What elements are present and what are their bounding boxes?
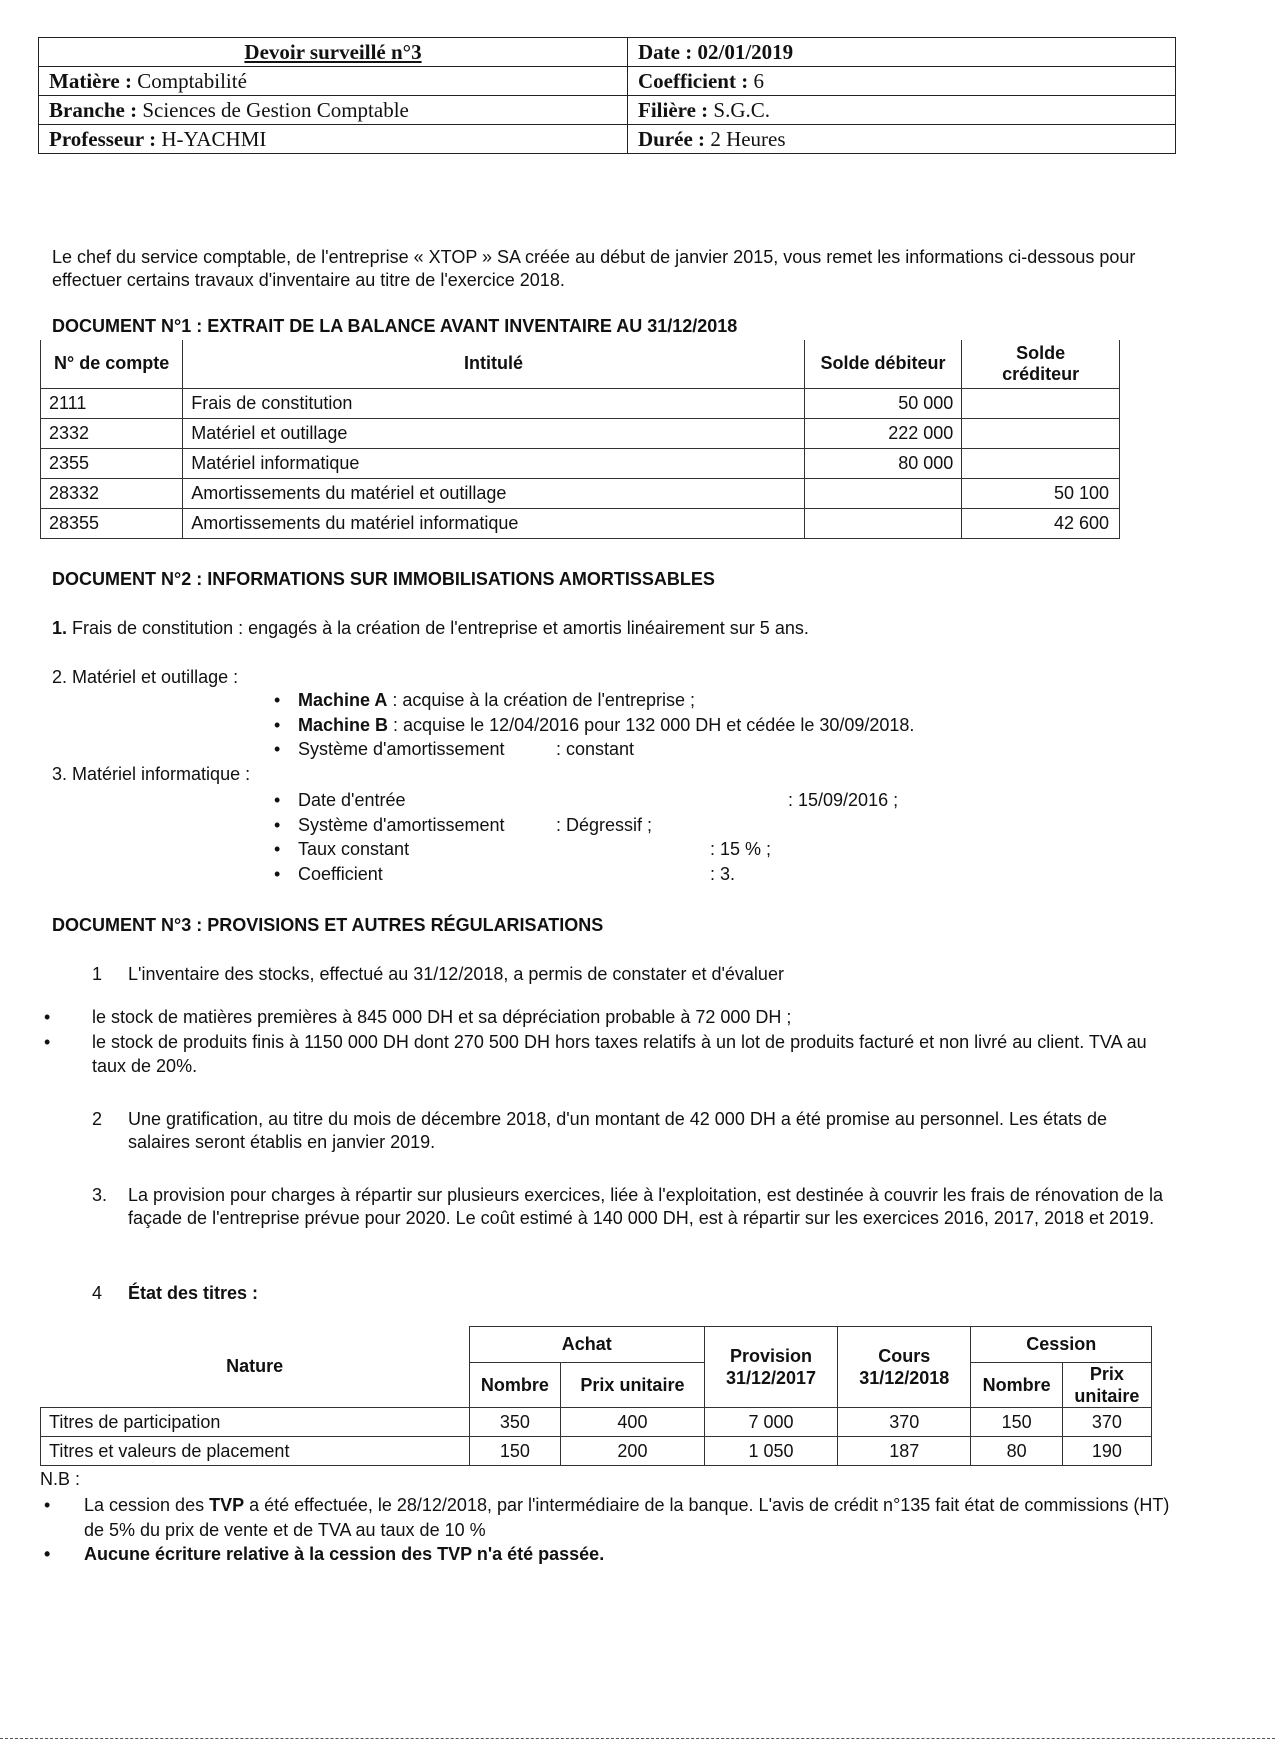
taux-label: Taux constant: [298, 839, 410, 859]
stock-mp-item: • le stock de matières premières à 845 000 DH et sa dépréciation probable à 72 000 DH ;: [40, 1005, 1174, 1030]
titres-row: [41, 1408, 1152, 1437]
balance-cell-intitule: Matériel informatique: [183, 448, 804, 478]
machine-a-label: Machine A: [298, 690, 388, 710]
doc3-p1: [92, 963, 1172, 986]
balance-body: [41, 388, 1120, 538]
exam-matiere: [39, 67, 628, 96]
intro-paragraph: Le chef du service comptable, de l'entreprise « XTOP » SA créée au début de janvier 2015, vous remet les informations ci-dessous pour effectuer certains travaux d'inventaire au titre de l'exercice 2018.: [52, 247, 1136, 290]
professeur-value: H-YACHMI: [161, 127, 267, 151]
machine-a-item: [270, 688, 914, 713]
doc2-item3: 3. Matériel informatique :: [52, 764, 251, 784]
titres-cell-provision: 1 050: [704, 1437, 837, 1466]
titres-cell-achat-nombre: 150: [469, 1437, 560, 1466]
doc3-p3-text: La provision pour charges à répartir sur plusieurs exercices, liée à l'exploitation, est destinée à couvrir les frais de rénovation de la façade de l'entreprise prévue pour 2020. Le coût estimé à 140 000 DH, est à répartir sur les exercices 2016, 2017, 2018 et 2019.: [128, 1185, 1163, 1228]
balance-row: [41, 418, 1120, 448]
date-entree-value: : 15/09/2016 ;: [788, 790, 899, 810]
balance-cell-intitule: Amortissements du matériel et outillage: [183, 478, 804, 508]
branche-label: Branche :: [49, 98, 143, 122]
balance-cell-debit: 50 000: [804, 388, 962, 418]
doc2-title: DOCUMENT N°2 : INFORMATIONS SUR IMMOBILISATIONS AMORTISSABLES: [52, 569, 715, 589]
titres-header-cession-nombre: Nombre: [971, 1363, 1062, 1408]
balance-cell-debit: [804, 508, 962, 538]
doc2-item1-num: 1.: [52, 618, 68, 638]
matiere-value: Comptabilité: [137, 69, 247, 93]
titres-cell-cession-nombre: 150: [971, 1408, 1062, 1437]
doc3-title: DOCUMENT N°3 : PROVISIONS ET AUTRES RÉGULARISATIONS: [52, 915, 604, 935]
balance-table: [40, 340, 1120, 539]
professeur-label: Professeur :: [49, 127, 162, 151]
titres-row: [41, 1437, 1152, 1466]
exam-duree: [628, 125, 1176, 154]
balance-cell-credit: [962, 448, 1120, 478]
balance-cell-debit: 80 000: [804, 448, 962, 478]
machine-b-label: Machine B: [298, 714, 389, 735]
nb-label: N.B :: [40, 1469, 81, 1489]
stocks-list: [40, 1005, 1174, 1079]
systeme-mo-value: : constant: [556, 739, 635, 759]
date-label: Date :: [638, 40, 698, 64]
coefficient-item: [270, 862, 898, 887]
coefficient-value-doc2: : 3.: [710, 863, 736, 884]
systeme-mi-label: Système d'amortissement: [298, 814, 505, 835]
coefficient-label-doc2: Coefficient: [298, 863, 383, 884]
systeme-mi-item: [270, 813, 898, 838]
titres-header-nature: Nature: [41, 1327, 470, 1408]
filiere-value: S.G.C.: [713, 98, 771, 122]
systeme-mo-item: [270, 737, 914, 762]
matiere-label: Matière :: [49, 69, 138, 93]
systeme-mi-value: : Dégressif ;: [556, 814, 653, 835]
doc1-title: DOCUMENT N°1 : EXTRAIT DE LA BALANCE AVANT INVENTAIRE AU 31/12/2018: [52, 316, 738, 336]
exam-professeur: [39, 125, 628, 154]
balance-header-intitule: Intitulé: [183, 340, 804, 388]
duree-value: 2 Heures: [710, 127, 786, 151]
exam-date: [628, 38, 1176, 67]
branche-value: Sciences de Gestion Comptable: [142, 98, 409, 122]
stock-pf-item: • le stock de produits finis à 1150 000 DH dont 270 500 DH hors taxes relatifs à un lot de produits facturé et non livré au client. TVA au taux de 20%.: [40, 1030, 1174, 1079]
titres-cell-achat-prix: 400: [561, 1408, 705, 1437]
nb1-part-b: TVP: [209, 1495, 245, 1515]
balance-cell-intitule: Matériel et outillage: [183, 418, 804, 448]
machine-a-text: : acquise à la création de l'entreprise ;: [387, 690, 695, 710]
footer-rule: [0, 1738, 1275, 1739]
titres-header-cession-prix: Prix unitaire: [1062, 1363, 1151, 1408]
coefficient-value: 6: [753, 69, 764, 93]
balance-cell-intitule: Frais de constitution: [183, 388, 804, 418]
materiel-informatique-list: [270, 788, 898, 886]
titres-cell-nature: Titres et valeurs de placement: [41, 1437, 470, 1466]
titres-header-provision: Provision 31/12/2017: [704, 1327, 837, 1408]
doc3-p3: [92, 1184, 1174, 1230]
balance-header-credit: Solde créditeur: [962, 340, 1120, 388]
titres-cell-nature: Titres de participation: [41, 1408, 470, 1437]
titres-body: [41, 1408, 1152, 1466]
titres-cell-cession-prix: 190: [1062, 1437, 1151, 1466]
balance-cell-intitule: Amortissements du matériel informatique: [183, 508, 804, 538]
date-value: 02/01/2019: [697, 40, 794, 64]
titres-header-achat-prix: Prix unitaire: [561, 1363, 705, 1408]
filiere-label: Filière :: [638, 98, 714, 122]
doc2-item1: [52, 617, 809, 640]
titres-cell-cession-nombre: 80: [971, 1437, 1062, 1466]
doc3-p4-num: 4: [92, 1283, 103, 1303]
doc2-item2: 2. Matériel et outillage :: [52, 667, 239, 687]
balance-header-debit: Solde débiteur: [804, 340, 962, 388]
duree-label: Durée :: [638, 127, 711, 151]
titres-cell-achat-prix: 200: [561, 1437, 705, 1466]
systeme-mo-label: Système d'amortissement: [298, 739, 505, 759]
exam-title: Devoir surveillé n°3: [39, 38, 628, 67]
coefficient-label: Coefficient :: [638, 69, 754, 93]
nb-item-1: [40, 1493, 1174, 1542]
exam-coefficient: [628, 67, 1176, 96]
balance-row: [41, 388, 1120, 418]
date-entree-item: [270, 788, 898, 813]
balance-cell-compte: 2355: [41, 448, 183, 478]
taux-value: : 15 % ;: [710, 839, 772, 859]
balance-cell-debit: 222 000: [804, 418, 962, 448]
balance-row: [41, 478, 1120, 508]
titres-cell-cours: 370: [838, 1408, 971, 1437]
balance-cell-credit: [962, 418, 1120, 448]
balance-cell-compte: 28355: [41, 508, 183, 538]
nb1-part-a: La cession des: [84, 1495, 210, 1515]
doc3-p3-num: 3.: [92, 1185, 108, 1205]
exam-branche: [39, 96, 628, 125]
doc3-p4-text: État des titres :: [128, 1283, 259, 1303]
titres-header-cours: Cours 31/12/2018: [838, 1327, 971, 1408]
balance-cell-debit: [804, 478, 962, 508]
titres-cell-achat-nombre: 350: [469, 1408, 560, 1437]
titres-cell-provision: 7 000: [704, 1408, 837, 1437]
balance-cell-compte: 2111: [41, 388, 183, 418]
doc3-p1-text: L'inventaire des stocks, effectué au 31/12/2018, a permis de constater et d'évaluer: [128, 964, 784, 984]
exam-filiere: [628, 96, 1176, 125]
balance-cell-compte: 2332: [41, 418, 183, 448]
machine-b-item: [270, 713, 914, 738]
titres-header-cession: Cession: [971, 1327, 1152, 1363]
doc3-p4: [92, 1282, 258, 1305]
balance-row: [41, 508, 1120, 538]
taux-item: [270, 837, 898, 862]
doc3-p1-num: 1: [92, 964, 103, 984]
balance-cell-credit: [962, 388, 1120, 418]
doc3-p2-text: Une gratification, au titre du mois de décembre 2018, d'un montant de 42 000 DH a été promise au personnel. Les états de salaires seront établis en janvier 2019.: [128, 1109, 1108, 1152]
balance-row: [41, 448, 1120, 478]
materiel-outillage-list: [270, 688, 914, 762]
nb1-part-c: a été effectuée, le 28/12/2018, par l'intermédiaire de la banque. L'avis de crédit n°135 fait état de commissions (HT) de 5% du prix de vente et de TVA au taux de 10 %: [84, 1495, 1170, 1540]
titres-cell-cession-prix: 370: [1062, 1408, 1151, 1437]
doc3-p2: [92, 1108, 1174, 1154]
balance-cell-compte: 28332: [41, 478, 183, 508]
date-entree-label: Date d'entrée: [298, 790, 406, 810]
balance-header-compte: N° de compte: [41, 340, 183, 388]
doc3-p2-num: 2: [92, 1109, 103, 1129]
balance-cell-credit: 42 600: [962, 508, 1120, 538]
nb-item-2: • Aucune écriture relative à la cession des TVP n'a été passée.: [40, 1542, 1174, 1567]
balance-cell-credit: 50 100: [962, 478, 1120, 508]
titres-header-achat-nombre: Nombre: [469, 1363, 560, 1408]
nb-list: [40, 1493, 1174, 1567]
doc2-item1-text: Frais de constitution : engagés à la création de l'entreprise et amortis linéairement sur 5 ans.: [67, 618, 809, 638]
titres-table: [40, 1326, 1152, 1466]
titres-cell-cours: 187: [838, 1437, 971, 1466]
exam-header-table: [38, 37, 1176, 154]
titres-header-achat: Achat: [469, 1327, 704, 1363]
machine-b-text: : acquise le 12/04/2016 pour 132 000 DH et cédée le 30/09/2018.: [388, 714, 915, 735]
